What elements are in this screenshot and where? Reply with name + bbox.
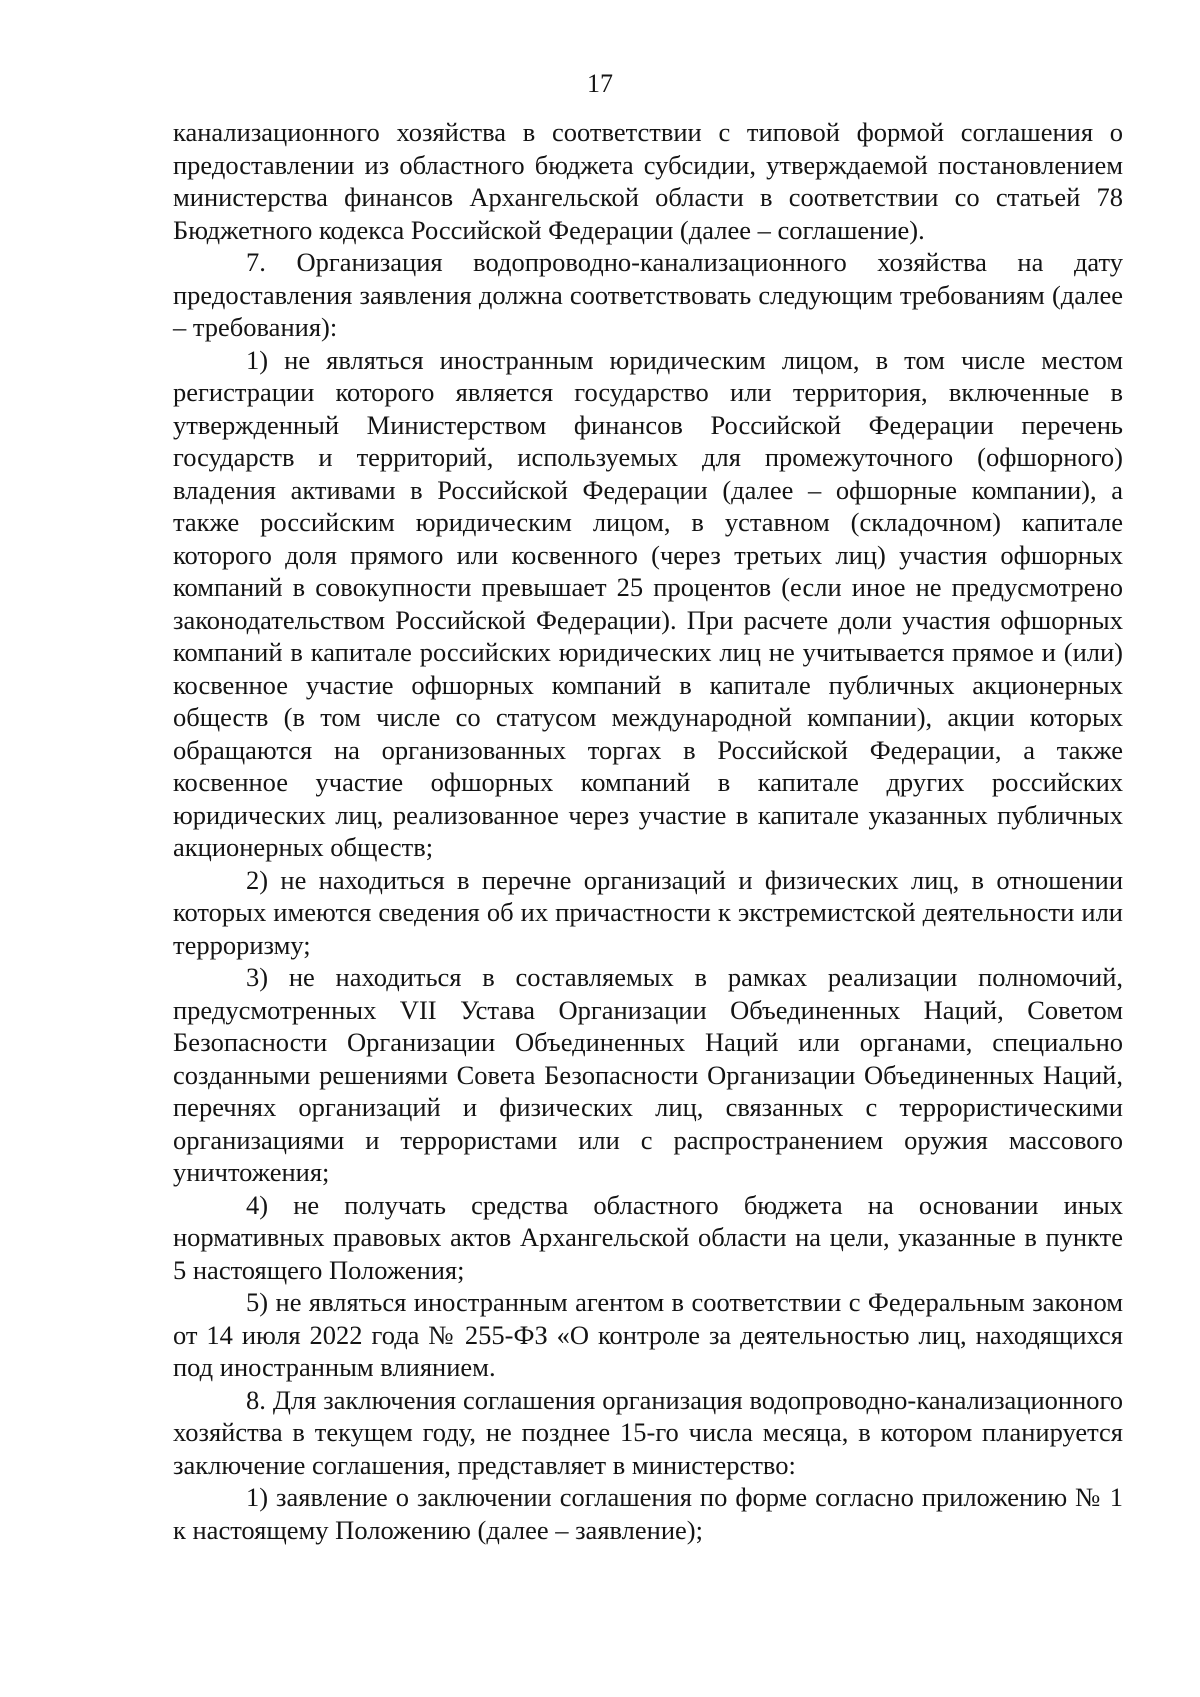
paragraph-requirement-4-budget-funds: 4) не получать средства областного бюджета на основании иных нормативных правовых актов Архангельской области на цели, указанные в пункте 5 настоящего Положения; [173,1189,1123,1285]
paragraph-requirement-2-extremism: 2) не находиться в перечне организаций и физических лиц, в отношении которых имеются сведения об их причастности к экстремистской деятельности или терроризму; [173,864,1123,960]
paragraph-item-7-requirements: 7. Организация водопроводно-канализационного хозяйства на дату предоставления заявления должна соответствовать следующим требованиям (далее – требования): [173,247,1123,342]
paragraph-requirement-3-un-lists: 3) не находиться в составляемых в рамках реализации полномочий, предусмотренных VII Устава Организации Объединенных Наций, Советом Безопасности Организации Объединенных Наций или органами, специально созданными решениями Совета Безопасности Организации Объединенных Наций, перечнях организаций и физических лиц, связанных с террористическими организациями и террористами или с распространением оружия массового уничтожения; [173,962,1123,1187]
paragraph-requirement-5-foreign-agent: 5) не являться иностранным агентом в соответствии с Федеральным законом от 14 июля 2022 года № 255-ФЗ «О контроле за деятельностью лиц, находящихся под иностранным влиянием. [173,1287,1123,1382]
paragraph-agreement-continuation: канализационного хозяйства в соответствии с типовой формой соглашения о предоставлении из областного бюджета субсидии, утверждаемой постановлением министерства финансов Архангельской области в соответствии со статьей 78 Бюджетного кодекса Российской Федерации (далее – соглашение). [173,117,1123,245]
paragraph-requirement-1-offshore: 1) не являться иностранным юридическим лицом, в том числе местом регистрации которого является государство или территория, включенные в утвержденный Министерством финансов Российской Федерации перечень государств и территорий, используемых для промежуточного (офшорного) владения активами в Российской Федерации (далее – офшорные компании), а также российским юридическим лицом, в уставном (складочном) капитале которого доля прямого или косвенного (через третьих лиц) участия офшорных компаний в совокупности превышает 25 процентов (если иное не предусмотрено законодательством Российской Федерации). При расчете доли участия офшорных компаний в капитале российских юридических лиц не учитывается прямое и (или) косвенное участие офшорных компаний в капитале публичных акционерных обществ (в том числе со статусом международной компании), акции которых обращаются на организованных торгах в Российской Федерации, а также косвенное участие офшорных компаний в капитале других российских юридических лиц, реализованное через участие в капитале указанных публичных акционерных обществ; [173,344,1123,862]
document-body [173,116,1123,1546]
paragraph-document-1-application: 1) заявление о заключении соглашения по форме согласно приложению № 1 к настоящему Положению (далее – заявление); [173,1482,1123,1545]
page-number: 17 [587,69,613,98]
paragraph-item-8-documents: 8. Для заключения соглашения организация водопроводно-канализационного хозяйства в текущем году, не позднее 15-го числа месяца, в котором планируется заключение соглашения, представляет в министерство: [173,1384,1123,1480]
